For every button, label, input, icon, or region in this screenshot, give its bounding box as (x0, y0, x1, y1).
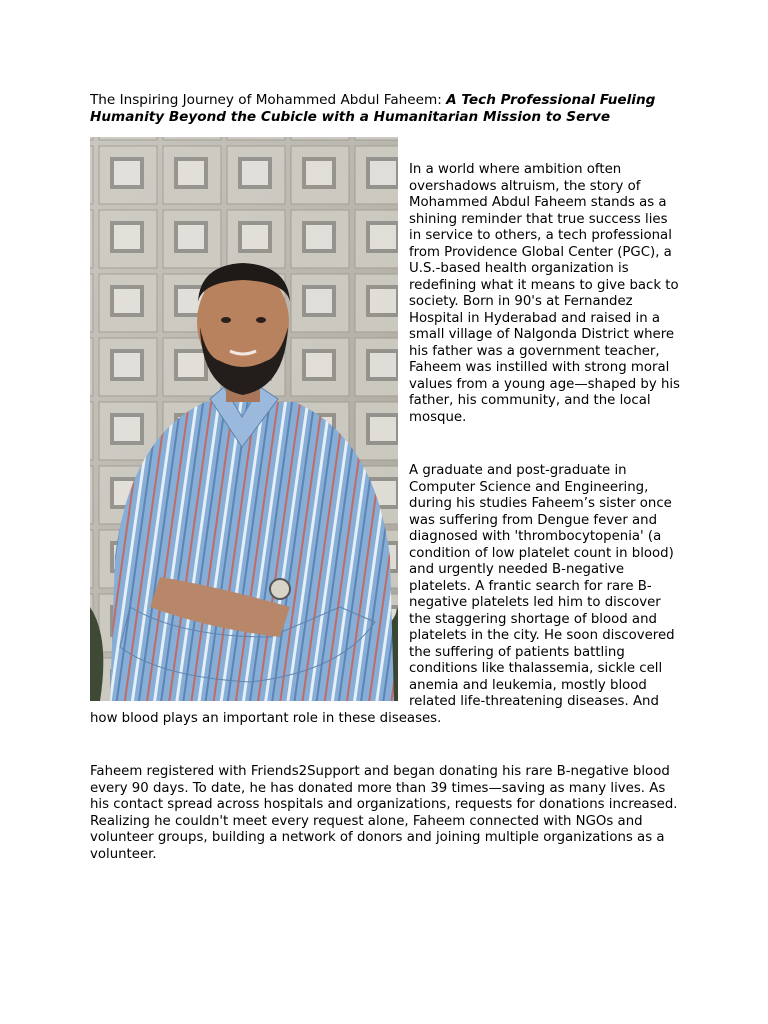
title-emphasis: A Tech Professional Fueling Humanity Beyond the Cubicle with a Humanitarian Mission to Serve (90, 92, 656, 125)
title-lead: The Inspiring Journey of Mohammed Abdul Faheem: (90, 92, 447, 108)
paragraph-1: In a world where ambition often overshadows altruism, the story of Mohammed Abdul Faheem stands as a shining reminder that true success lies in service to others, a tech professional from Providence Global Center (PGC), a U.S.-based health organization is redefining what it means to give back to society. Born in 90's at Fernandez Hospital in Hyderabad and raised in a small village of Nalgonda District where his father was a government teacher, Faheem was instilled with strong moral values from a young age—shaped by his father, his community, and the local mosque. (409, 162, 680, 425)
portrait-photo (90, 137, 398, 701)
paragraph-3: Faheem registered with Friends2Support and began donating his rare B-negative blood every 90 days. To date, he has donated more than 39 times—saving as many lives. As his contact spread across hospitals and organizations, requests for donations increased. Realizing he couldn't meet every request alone, Faheem connected with NGOs and volunteer groups, building a network of donors and joining multiple organizations as a volunteer. (90, 764, 678, 862)
article-body (90, 137, 680, 863)
article (90, 92, 680, 863)
article-title (90, 92, 680, 125)
paragraph-2: A graduate and post-graduate in Computer Science and Engineering, during his studies Faheem’s sister once was suffering from Dengue fever and diagnosed with 'thrombocytopenia' (a condition of low platelet count in blood) and urgently needed B-negative platelets. A frantic search for rare B-negative platelets led him to discover the staggering shortage of blood and platelets in the city. He soon discovered the suffering of patients battling conditions like thalassemia, sickle cell anemia and leukemia, mostly blood related life-threatening diseases. And how blood plays an important role in these diseases. (90, 463, 675, 726)
